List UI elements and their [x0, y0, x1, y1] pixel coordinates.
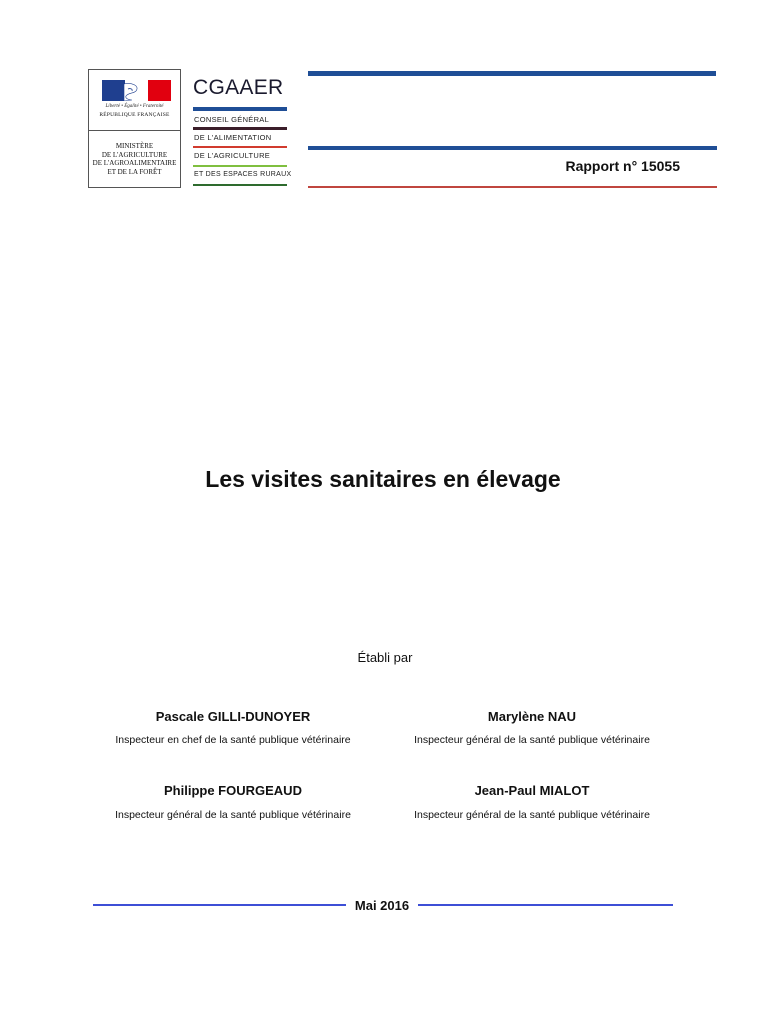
ministry-line: ET DE LA FORÊT: [107, 167, 162, 176]
ministry-name: [89, 142, 180, 176]
cgaaer-dark-bar: [193, 127, 287, 130]
author-name: Philippe FOURGEAUD: [164, 783, 302, 798]
ministry-line: MINISTÈRE: [115, 142, 154, 150]
author-name: Jean-Paul MIALOT: [474, 783, 590, 798]
established-by-label: Établi par: [357, 650, 413, 665]
cgaaer-line: CONSEIL GÉNÉRAL: [194, 115, 270, 124]
document-title: Les visites sanitaires en élevage: [205, 466, 561, 492]
author-name: Marylène NAU: [487, 709, 577, 724]
date-rule-right: [418, 904, 673, 906]
cgaaer-dark-green-bar: [193, 184, 287, 186]
cgaaer-red-bar: [193, 146, 287, 148]
header-bottom-rule: [308, 186, 717, 188]
cgaaer-blue-bar: [193, 107, 287, 111]
header-mid-rule: [308, 146, 717, 150]
cgaaer-line: DE L'AGRICULTURE: [194, 151, 271, 160]
cgaaer-green-bar: [193, 165, 287, 167]
cgaaer-logo: [193, 70, 292, 188]
marianne-flag-icon: [102, 80, 171, 101]
author-role: Inspecteur en chef de la santé publique vétérinaire: [115, 734, 351, 746]
ministry-line: DE L'AGRICULTURE: [101, 150, 168, 159]
cgaaer-line: DE L'ALIMENTATION: [194, 133, 272, 142]
cgaaer-title: CGAAER: [193, 76, 284, 99]
report-number: Rapport n° 15055: [565, 158, 680, 174]
author-role: Inspecteur général de la santé publique vétérinaire: [115, 809, 351, 821]
author-name: Pascale GILLI-DUNOYER: [155, 709, 311, 724]
republic-motto: Liberté • Égalité • Fraternité: [105, 104, 164, 109]
republic-label: RÉPUBLIQUE FRANÇAISE: [99, 112, 170, 118]
ministry-divider: [89, 130, 180, 131]
ministry-line: DE L'AGROALIMENTAIRE: [92, 159, 177, 167]
cgaaer-line: ET DES ESPACES RURAUX: [194, 171, 292, 178]
report-date: Mai 2016: [354, 898, 410, 913]
ministry-logo: [88, 69, 181, 188]
date-rule-left: [93, 904, 346, 906]
author-role: Inspecteur général de la santé publique vétérinaire: [414, 734, 650, 746]
author-role: Inspecteur général de la santé publique vétérinaire: [414, 809, 650, 821]
header-top-rule: [308, 71, 716, 76]
